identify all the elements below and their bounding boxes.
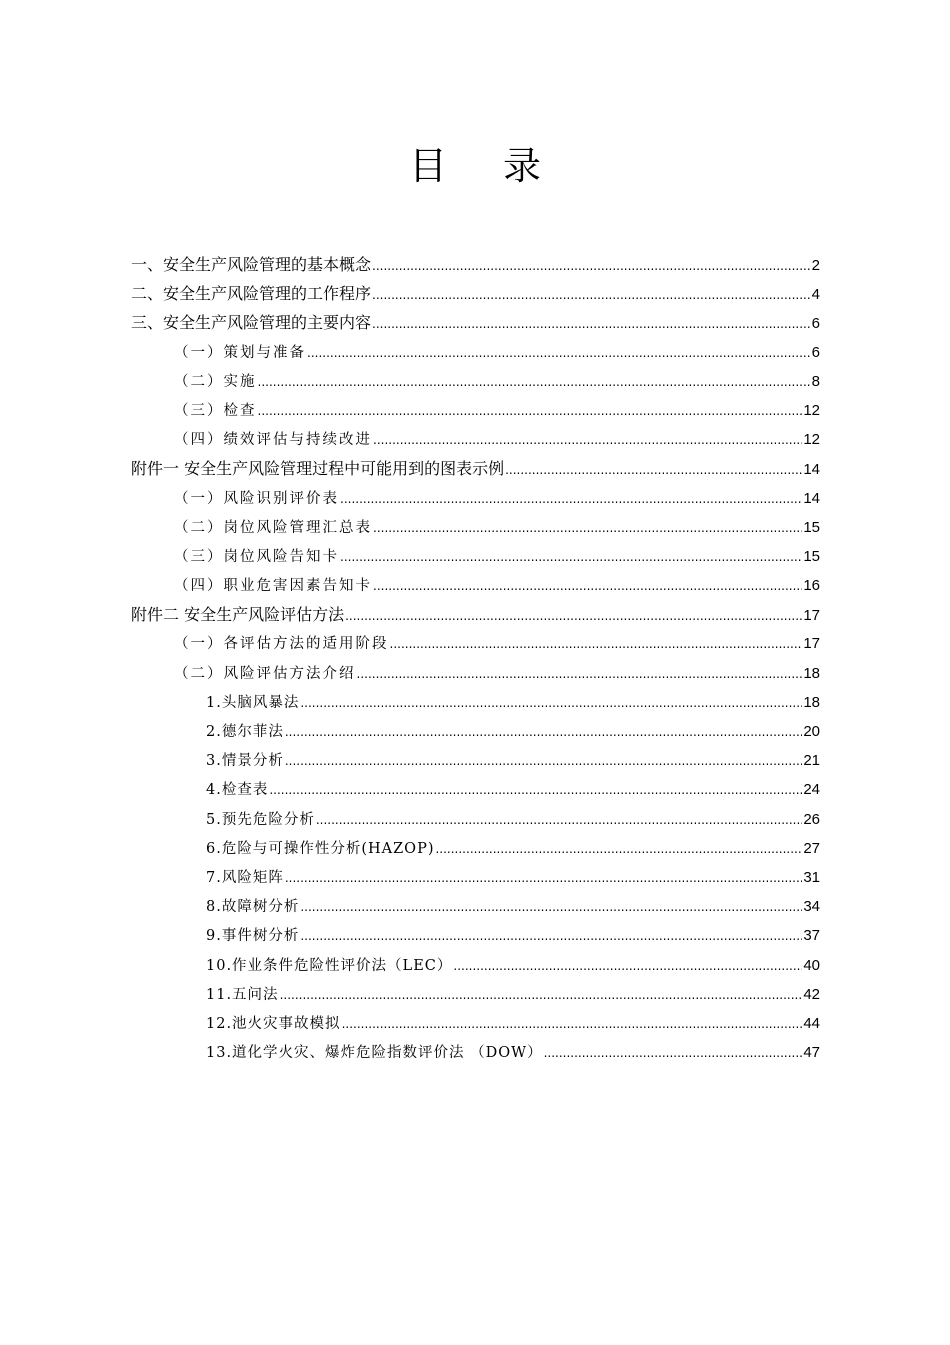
toc-entry[interactable] (0, 454, 820, 483)
toc-page-number: 40 (803, 956, 820, 974)
toc-dot-leader (300, 689, 802, 718)
toc-entry-text: 1.头脑风暴法 (206, 694, 300, 711)
toc-dot-leader (373, 572, 802, 601)
toc-entry[interactable] (0, 600, 820, 629)
toc-page-number: 14 (803, 461, 820, 479)
toc-entry-text: 6.危险与可操作性分析(HAZOP) (206, 840, 435, 857)
toc-entry-text: （一）策划与准备 (174, 344, 306, 361)
toc-entry-text: 一、安全生产风险管理的基本概念 (131, 255, 372, 274)
toc-dot-leader (340, 543, 802, 572)
toc-page-number: 31 (803, 868, 820, 886)
toc-entry-text: （一）风险识别评价表 (174, 490, 339, 507)
toc-page-number: 24 (803, 781, 820, 799)
toc-dot-leader (373, 514, 802, 543)
toc-entry[interactable] (0, 834, 820, 863)
toc-entry-text: （二）风险评估方法介绍 (174, 665, 356, 682)
toc-entry[interactable] (0, 629, 820, 658)
toc-page-number: 27 (803, 839, 820, 857)
toc-entry-text: 10.作业条件危险性评价法（LEC） (206, 957, 453, 974)
toc-entry[interactable] (0, 951, 820, 980)
toc-entry-text: 附件一 安全生产风险管理过程中可能用到的图表示例 (131, 459, 505, 479)
toc-entry-text: 二、安全生产风险管理的工作程序 (131, 284, 372, 304)
toc-dot-leader (505, 456, 802, 485)
toc-dot-leader (285, 747, 802, 776)
toc-page-number: 4 (811, 286, 820, 304)
toc-dot-leader (316, 806, 802, 835)
toc-page-number: 21 (803, 752, 820, 770)
toc-dot-leader (307, 339, 811, 368)
toc-entry[interactable] (0, 396, 820, 425)
toc-entry-text: （三）岗位风险告知卡 (174, 548, 339, 565)
toc-entry[interactable] (0, 980, 820, 1009)
toc-dot-leader (280, 981, 803, 1010)
toc-dot-leader (300, 922, 802, 951)
toc-dot-leader (372, 281, 811, 310)
toc-dot-leader (285, 718, 802, 747)
toc-page-number: 15 (803, 547, 820, 565)
toc-dot-leader (390, 630, 803, 659)
toc-entry[interactable] (0, 308, 820, 337)
toc-entry[interactable] (0, 367, 820, 396)
toc-entry[interactable] (0, 1009, 820, 1038)
toc-entry-text: 5.预先危险分析 (206, 811, 315, 828)
toc-dot-leader (300, 893, 802, 922)
toc-entry[interactable] (0, 425, 820, 454)
toc-page-number: 15 (803, 518, 820, 536)
toc-page-number: 12 (803, 431, 820, 449)
toc-entry-text: 附件二 安全生产风险评估方法 (131, 605, 345, 625)
toc-entry-text: 9.事件树分析 (206, 928, 300, 945)
toc-page-number: 17 (803, 635, 820, 653)
toc-entry[interactable] (0, 571, 820, 600)
toc-dot-leader (345, 602, 802, 631)
toc-entry-text: （二）实施 (174, 373, 257, 390)
toc-entry[interactable] (0, 892, 820, 921)
toc-list (0, 250, 950, 1067)
toc-dot-leader (285, 864, 802, 893)
toc-page-number: 12 (803, 401, 820, 419)
toc-dot-leader (340, 485, 802, 514)
toc-dot-leader (357, 660, 803, 689)
toc-dot-leader (373, 426, 802, 455)
toc-entry[interactable] (0, 484, 820, 513)
toc-entry-text: （四）绩效评估与持续改进 (174, 432, 372, 449)
toc-entry-text: 12.池火灾事故模拟 (206, 1015, 341, 1032)
toc-entry-text: 2.德尔菲法 (206, 724, 284, 740)
toc-entry-text: 三、安全生产风险管理的主要内容 (131, 313, 372, 333)
toc-entry-text: 3.情景分析 (206, 753, 284, 770)
toc-entry[interactable] (0, 542, 820, 571)
toc-page-number: 8 (811, 372, 820, 390)
toc-page-number: 44 (803, 1014, 820, 1032)
toc-entry-text: （一）各评估方法的适用阶段 (174, 636, 389, 653)
toc-entry[interactable] (0, 746, 820, 775)
toc-page-number: 42 (803, 985, 820, 1003)
toc-dot-leader (258, 368, 811, 397)
toc-dot-leader (269, 776, 802, 805)
toc-page-number: 14 (803, 489, 820, 507)
toc-page-number: 18 (803, 664, 820, 682)
toc-dot-leader (258, 397, 803, 426)
toc-entry-text: 13.道化学火灾、爆炸危险指数评价法 （DOW） (206, 1045, 543, 1062)
toc-page-number: 20 (803, 723, 820, 740)
toc-entry-text: （四）职业危害因素告知卡 (174, 578, 372, 595)
toc-page-number: 47 (803, 1044, 820, 1062)
toc-entry-text: 8.故障树分析 (206, 899, 300, 916)
toc-page-number: 6 (811, 315, 820, 333)
toc-entry[interactable] (0, 688, 820, 717)
toc-entry[interactable] (0, 250, 820, 279)
toc-page-number: 26 (803, 810, 820, 828)
toc-page-number: 34 (803, 898, 820, 916)
toc-entry[interactable] (0, 775, 820, 804)
toc-entry[interactable] (0, 1038, 820, 1067)
toc-dot-leader (372, 310, 811, 339)
toc-page-number: 6 (811, 343, 820, 361)
toc-page-number: 18 (803, 693, 820, 711)
toc-page-number: 16 (803, 577, 820, 595)
toc-dot-leader (544, 1039, 803, 1068)
toc-entry[interactable] (0, 338, 820, 367)
toc-entry[interactable] (0, 279, 820, 308)
toc-entry-text: （三）检查 (174, 402, 257, 419)
toc-entry[interactable] (0, 717, 820, 746)
toc-entry[interactable] (0, 513, 820, 542)
toc-entry[interactable] (0, 921, 820, 950)
toc-entry[interactable] (0, 659, 820, 688)
toc-dot-leader (342, 1010, 803, 1039)
toc-page-number: 17 (803, 607, 820, 625)
toc-entry-text: 4.检查表 (206, 782, 269, 799)
toc-entry-text: 11.五问法 (206, 986, 279, 1003)
toc-entry-text: 7.风险矩阵 (206, 869, 284, 886)
toc-page-number: 2 (811, 257, 820, 274)
toc-entry[interactable] (0, 805, 820, 834)
toc-entry[interactable] (0, 863, 820, 892)
toc-entry-text: （二）岗位风险管理汇总表 (174, 519, 372, 536)
toc-page-number: 37 (803, 927, 820, 945)
toc-title: 目 录 (408, 144, 564, 188)
toc-dot-leader (372, 252, 811, 281)
toc-dot-leader (435, 835, 802, 864)
toc-dot-leader (453, 952, 802, 981)
